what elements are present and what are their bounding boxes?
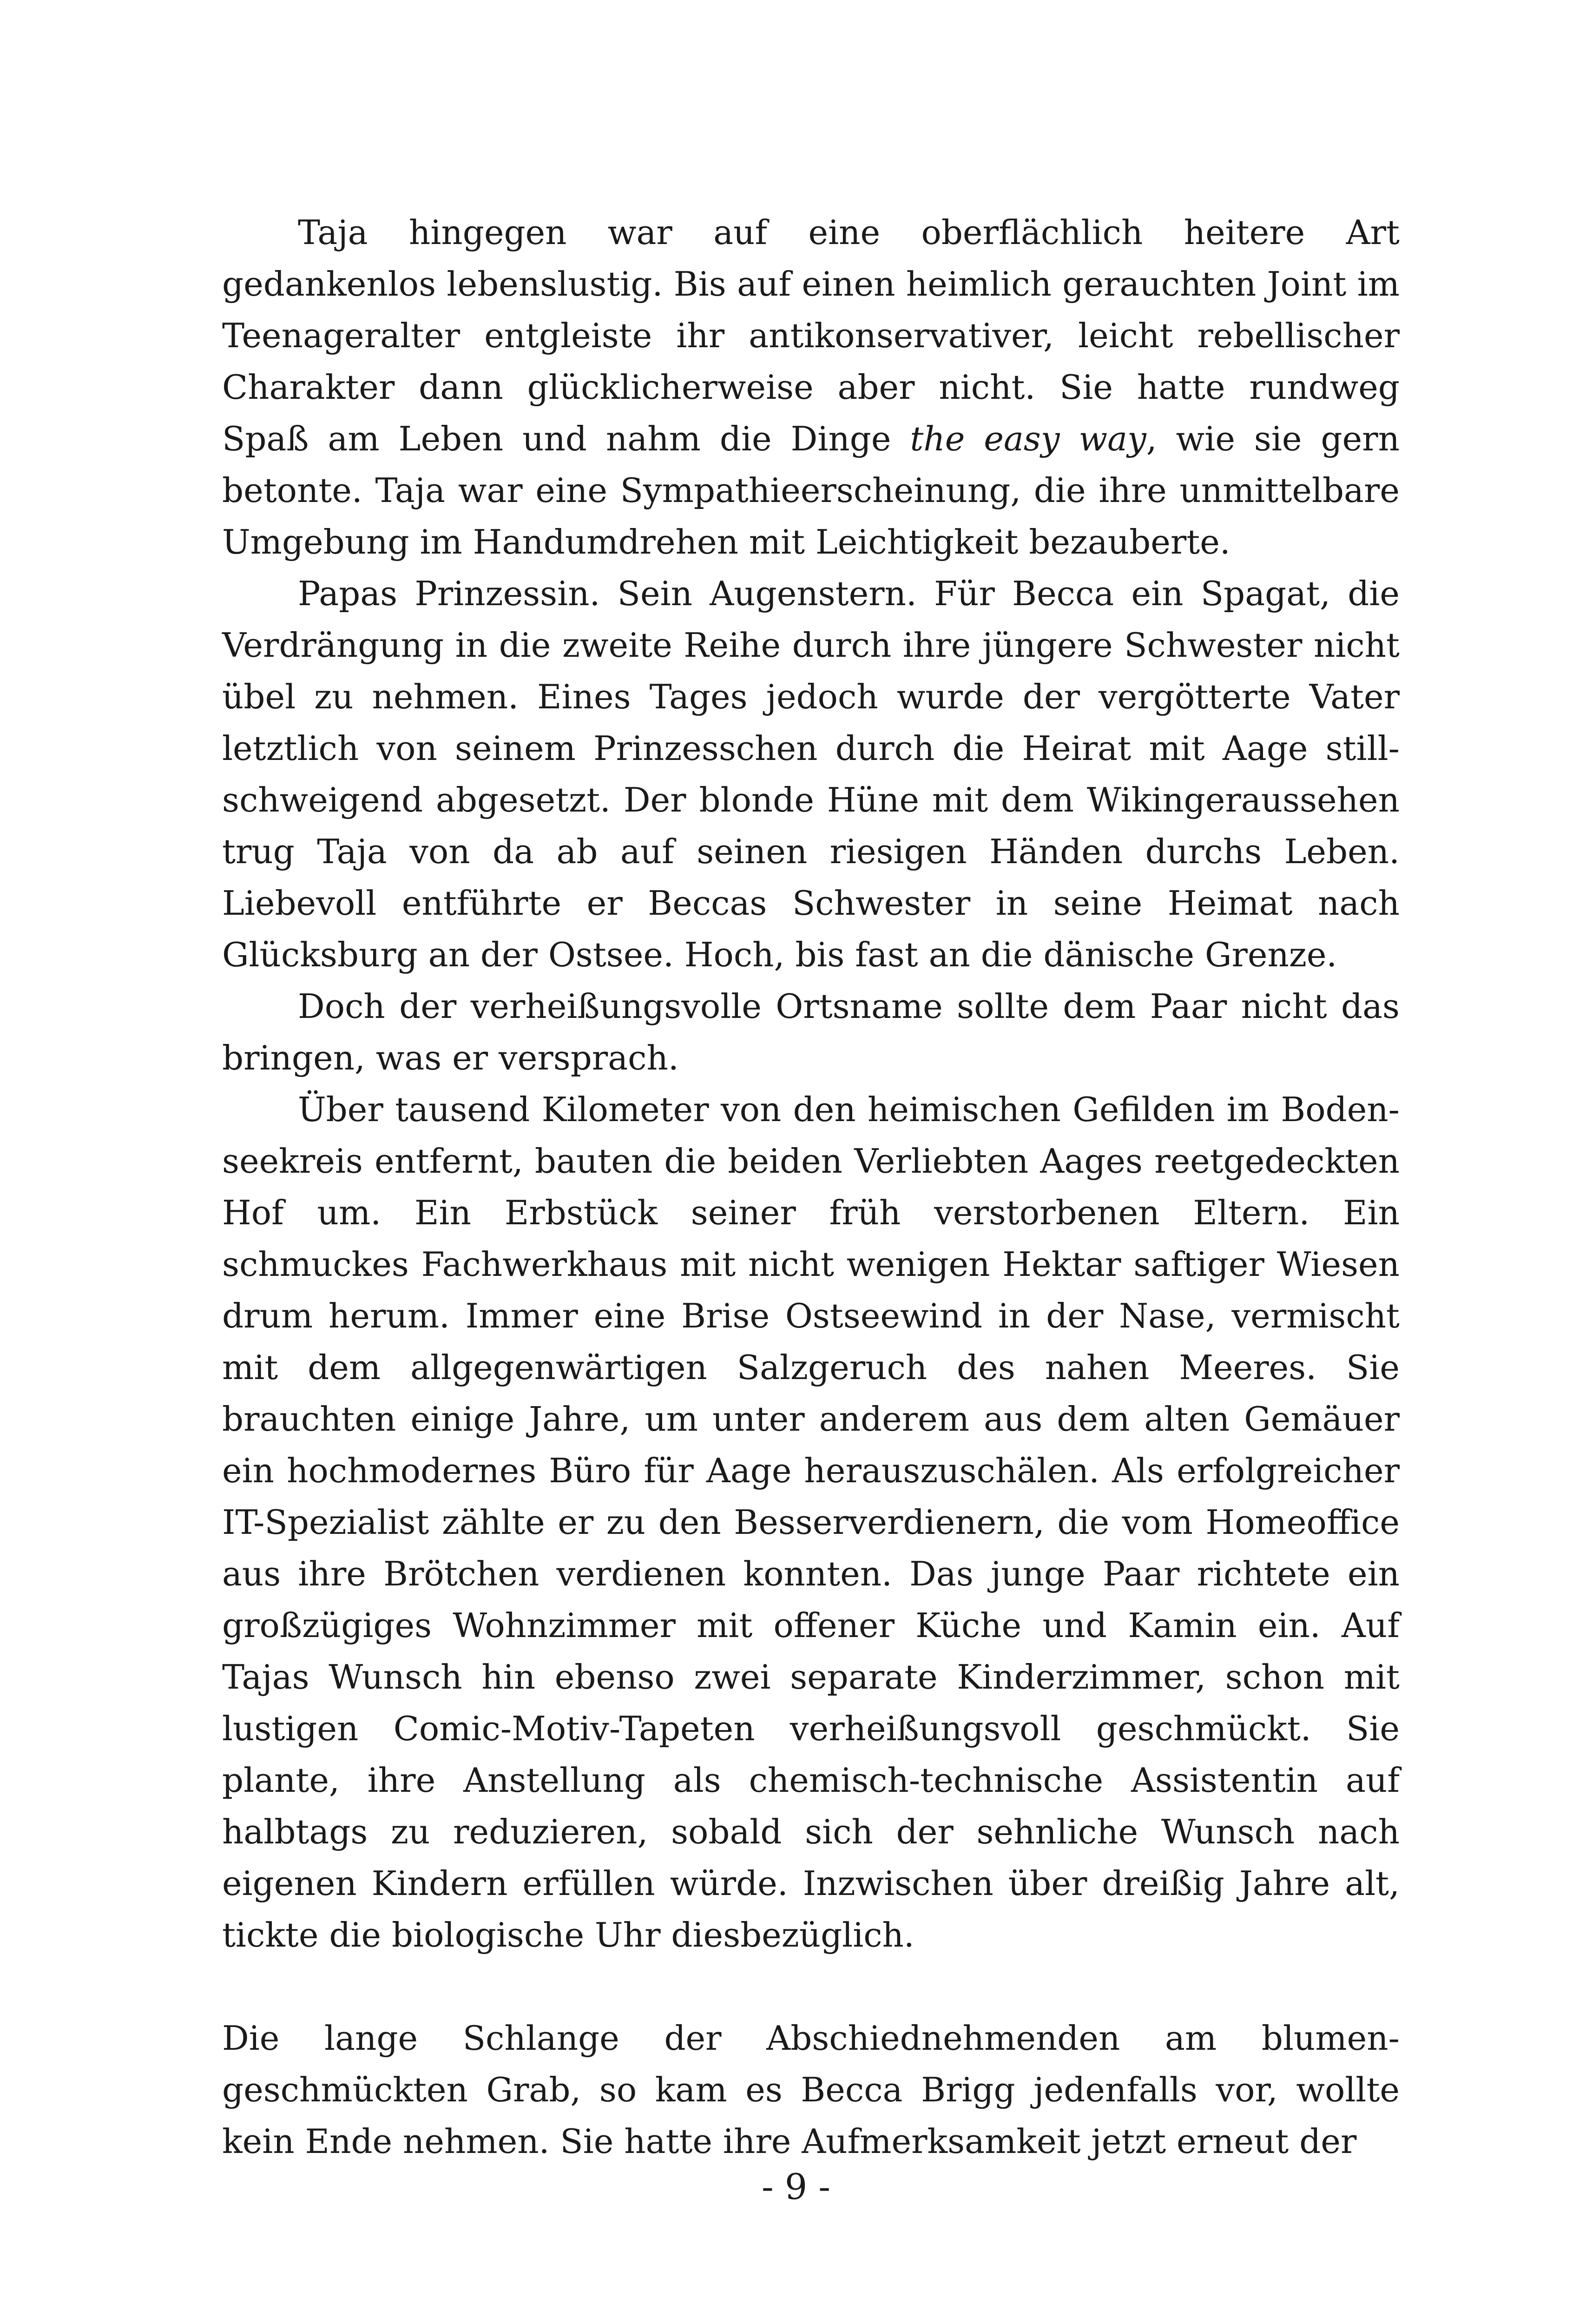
paragraph-papas-prinzessin: Papas Prinzessin. Sein Augenstern. Für Becca ein Spagat, die Verdrängung in die zweite Reihe durch ihre jüngere Schwester nicht übel zu nehmen. Eines Tages jedoch wurde der vergötterte Vater letztlich von seinem Prinzesschen durch die Heirat mit Aage stillschweigend abgesetzt. Der blonde Hüne mit dem Wikingeraussehen trug Taja von da ab auf seinen riesigen Händen durchs Leben. Liebevoll entführte er Beccas Schwester in seine Heimat nach Glücksburg an der Ostsee. Hoch, bis fast an die dänische Grenze. (222, 574, 1400, 974)
page-number: - 9 - (761, 2166, 831, 2207)
paragraph-abschiednehmende: Die lange Schlange der Abschiednehmenden am blumengeschmückten Grab, so kam es Becca Brigg jedenfalls vor, wollte kein Ende nehmen. Sie hatte ihre Aufmerksamkeit jetzt erneut der (222, 2019, 1400, 2161)
paragraph-taja-text-end: , wie sie gern betonte. Taja war eine Sympathieerscheinung, die ihre unmittelbare Umgebung im Handumdrehen mit Leichtigkeit bezauberte. (222, 419, 1400, 561)
paragraph-ortsname: Doch der verheißungsvolle Ortsname sollte dem Paar nicht das bringen, was er versprach. (222, 987, 1400, 1077)
section-break (222, 1961, 1400, 2013)
paragraph-taja (222, 207, 1400, 568)
paragraph-ueber-tausend-kilometer: Über tausend Kilometer von den heimischen Gefilden im Bodenseekreis entfernt, bauten die beiden Verliebten Aages reetgedeckten Hof um. Ein Erbstück seiner früh verstorbenen Eltern. Ein schmuckes Fachwerkhaus mit nicht wenigen Hektar saftiger Wiesen drum herum. Immer eine Brise Ostseewind in der Nase, vermischt mit dem allgegenwärtigen Salzgeruch des nahen Meeres. Sie brauchten einige Jahre, um unter anderem aus dem alten Gemäuer ein hochmodernes Büro für Aage herauszuschälen. Als erfolgreicher IT-Spezialist zählte er zu den Besserverdienern, die vom Homeoffice aus ihre Brötchen verdienen konnten. Das junge Paar richtete ein großzügiges Wohnzimmer mit offener Küche und Kamin ein. Auf Tajas Wunsch hin ebenso zwei separate Kinderzimmer, schon mit lustigen Comic-Motiv-Tapeten verheißungsvoll geschmückt. Sie plante, ihre Anstellung als chemisch-technische Assistentin auf halbtags zu reduzieren, sobald sich der sehnliche Wunsch nach eigenen Kindern erfüllen würde. Inzwischen über dreißig Jahre alt, tickte die biologische Uhr diesbezüglich. (222, 1090, 1400, 1954)
paragraph-taja-text-start: Taja hingegen war auf eine oberflächlich heitere Art gedankenlos lebenslustig. Bis auf einen heimlich gerauchten Joint im Teenageralter entgleiste ihr antikonservativer, leicht rebellischer Charakter dann glücklicherweise aber nicht. Sie hatte rundweg Spaß am Leben und nahm die Dinge (222, 213, 1400, 458)
emphasis-the-easy-way: the easy way (910, 419, 1146, 458)
page-body (222, 207, 1400, 2167)
